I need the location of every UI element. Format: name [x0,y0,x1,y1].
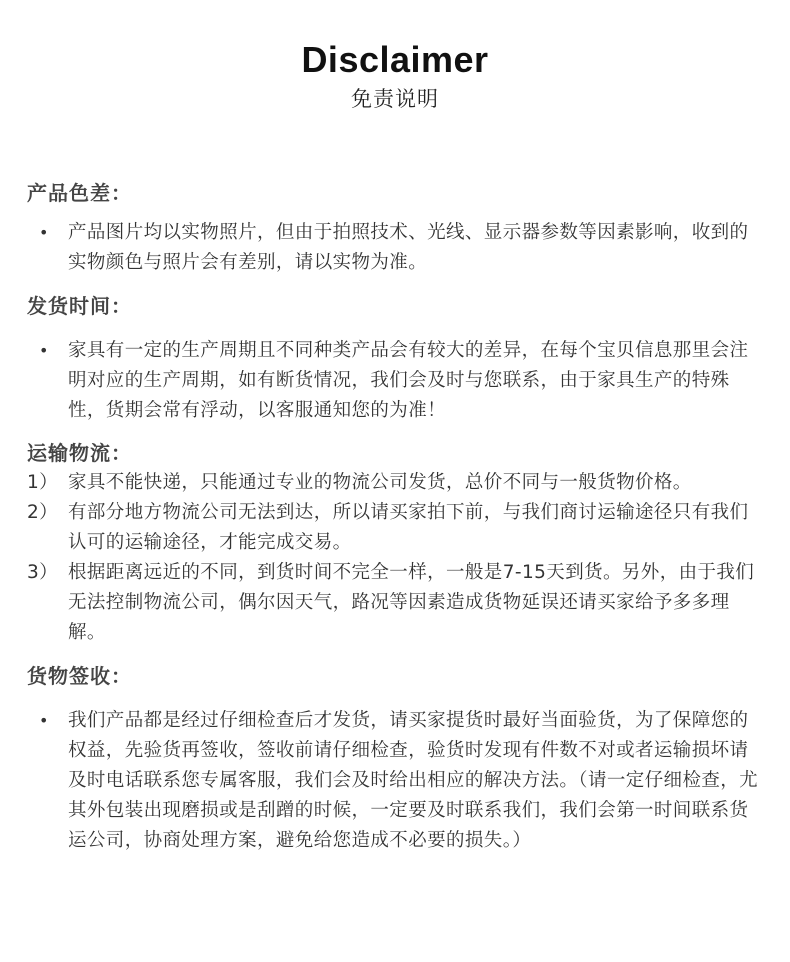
page-subtitle: 免责说明 [351,87,439,111]
section-title: 运输物流： [27,441,132,465]
list-item [27,468,767,498]
number-marker: 2） [27,502,59,523]
list-item [27,706,767,856]
page-title: Disclaimer [301,39,489,80]
list-item [27,558,767,648]
item-text: 有部分地方物流公司无法到达，所以请买家拍下前，与我们商讨运输途径只有我们认可的运输途径，才能完成交易。 [68,502,749,553]
item-text: 我们产品都是经过仔细检查后才发货，请买家提货时最好当面验货，为了保障您的权益，先验货再签收，签收前请仔细检查，验货时发现有件数不对或者运输损坏请及时电话联系您专属客服，我们会及时给出相应的解决方法。（请一定仔细检查，尤其外包装出现磨损或是刮蹭的时候，一定要及时联系我们，我们会第一时间联系货运公司，协商处理方案，避免给您造成不必要的损失。） [68,710,759,851]
item-text: 产品图片均以实物照片，但由于拍照技术、光线、显示器参数等因素影响，收到的实物颜色与照片会有差别，请以实物为准。 [68,222,749,273]
bullet-marker: • [39,711,49,730]
section-title: 货物签收： [27,664,132,688]
page-header [0,38,790,114]
disclaimer-content [27,178,767,856]
section-logistics [27,438,767,648]
list-item [27,336,767,426]
item-text: 家具不能快递，只能通过专业的物流公司发货，总价不同与一般货物价格。 [68,472,692,493]
number-marker: 3） [27,562,59,583]
section-shipping-time [27,291,767,426]
number-marker: 1） [27,472,59,493]
bullet-marker: • [39,341,49,360]
item-text: 家具有一定的生产周期且不同种类产品会有较大的差异，在每个宝贝信息那里会注明对应的生产周期，如有断货情况，我们会及时与您联系，由于家具生产的特殊性，货期会常有浮动，以客服通知您的为准！ [68,340,749,421]
list-item [27,498,767,558]
bullet-marker: • [39,223,49,242]
section-title: 产品色差： [27,181,132,205]
list-item [27,218,767,278]
section-color-difference [27,178,767,278]
item-text: 根据距离远近的不同，到货时间不完全一样，一般是7-15天到货。另外，由于我们无法控制物流公司，偶尔因天气，路况等因素造成货物延误还请买家给予多多理解。 [68,562,755,643]
section-goods-receipt [27,661,767,856]
section-title: 发货时间： [27,294,132,318]
